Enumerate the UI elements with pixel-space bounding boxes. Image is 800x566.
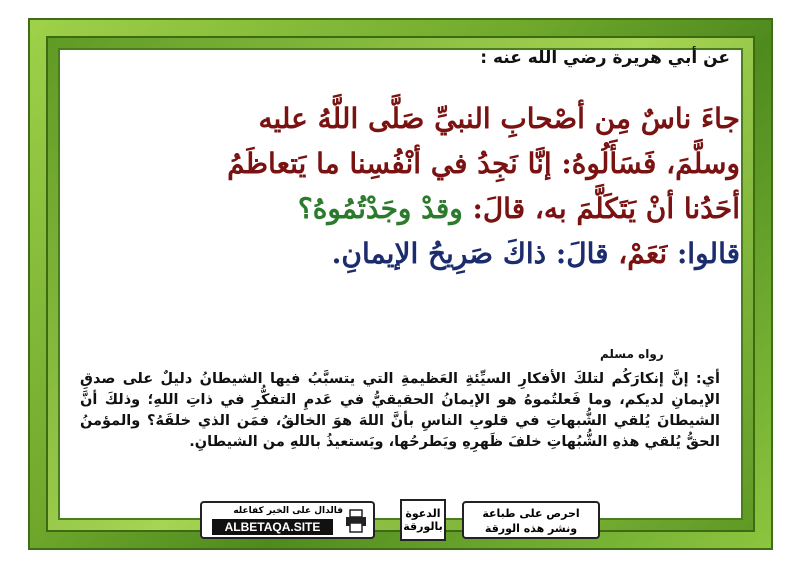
print-note-line-1: احرص على طباعة xyxy=(482,507,580,520)
footer-website-box[interactable] xyxy=(200,501,375,539)
printer-icon xyxy=(345,509,367,533)
footer-print-note xyxy=(462,501,600,539)
hadith-text xyxy=(60,96,740,276)
footer xyxy=(200,501,600,539)
print-note-line-2: ونشر هذه الورقة xyxy=(484,522,578,535)
footer-tagline: فالدال على الخير كفاعله xyxy=(233,506,343,516)
hadith-line-3a: أحَدُنا أنْ يَتَكَلَّمَ به، قالَ: xyxy=(472,192,740,225)
footer-site-url[interactable]: ALBETAQA.SITE xyxy=(212,519,333,535)
hadith-line-4c: قالَ: ذاكَ صَرِيحُ الإيمانِ. xyxy=(331,237,609,270)
hadith-line-3b: وقدْ وجَدْتُمُوهُ؟ xyxy=(297,192,463,225)
logo-line-2: بالورقة xyxy=(403,520,443,533)
source-citation: رواه مسلم xyxy=(600,347,664,361)
hadith-line-1: جاءَ ناسٌ مِن أصْحابِ النبيِّ صَلَّى اللَّهُ عليه xyxy=(258,102,740,135)
narrator-line: عن أبي هريرة رضي الله عنه : xyxy=(480,48,730,68)
hadith-line-4b: نَعَمْ، xyxy=(618,237,668,270)
logo-line-1: الدعوة xyxy=(405,507,441,520)
dawah-logo xyxy=(400,499,446,541)
hadith-line-4a: قالوا: xyxy=(676,237,740,270)
commentary-text: أي: إنَّ إنكارَكُم لتلكَ الأفكارِ السيِّئةِ العَظيمةِ التي يتسبَّبُ فيها الشيطانُ دليلٌ على صدقِ الإيمانِ لديكم، وما فَعلتُموهُ هو الإيمانُ الحقيقيُّ في عَدمِ التفكُّرِ في ذاتِ اللهِ؛ وذلكَ أنَّ الشيطانَ يُلقي الشُّبهاتِ في قلوبِ الناسِ بأنَّ اللهَ هوَ الخالقُ، فمَن الذي خلقَهُ؟ والمؤمنُ الحقُّ يُلقي هذهِ الشُّبُهاتِ خلفَ ظَهرِهِ ويَطرحُها، ويَستعيذُ باللهِ من الشيطانِ. xyxy=(80,371,720,450)
hadith-line-2: وسلَّمَ، فَسَأَلُوهُ: إنَّا نَجِدُ في أنْفُسِنا ما يَتعاظَمُ xyxy=(227,147,740,180)
